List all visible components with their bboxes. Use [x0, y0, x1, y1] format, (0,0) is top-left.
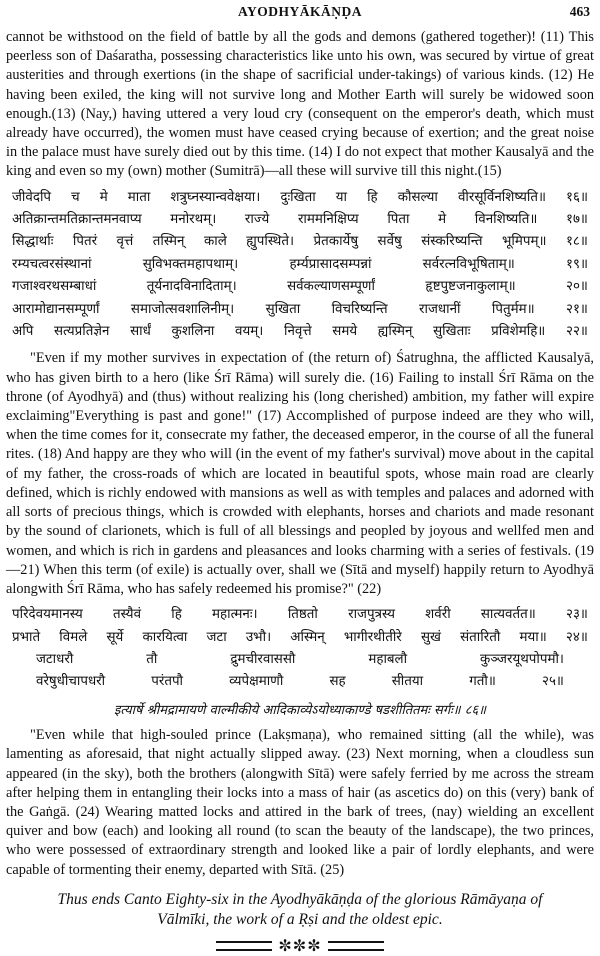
verse-word: मे	[99, 189, 108, 205]
verse-word: सात्यवर्तत॥	[480, 607, 536, 623]
verse-line	[6, 671, 594, 693]
verse-line	[6, 649, 594, 671]
verse-word: परिदेवयमानस्य	[12, 607, 83, 623]
sanskrit-verses-16-22	[6, 187, 594, 344]
verse-word: विमले	[59, 629, 88, 645]
verse-word: प्रेतकार्येषु	[313, 234, 359, 250]
closing-line-2: Vālmīki, the work of a Ṛṣi and the oldest epic.	[157, 910, 443, 928]
verse-word: सह	[329, 674, 346, 690]
verse-word: भागीरथीतीरे	[343, 629, 402, 645]
verse-word: हि	[367, 189, 378, 205]
colophon: इत्यार्षे श्रीमद्रामायणे वाल्मीकीये आदिकाव्येऽयोध्याकाण्डे षडशीतितमः सर्गः॥ ८६॥	[113, 702, 487, 718]
verse-word: सार्धं	[130, 324, 151, 340]
verse-word: या	[335, 189, 348, 205]
verse-word: २१॥	[565, 301, 588, 317]
verse-word: २०॥	[566, 279, 588, 295]
verse-word: संस्करिष्यन्ति	[421, 234, 483, 250]
verse-word: १८॥	[565, 234, 588, 250]
verse-word: तस्यैवं	[112, 607, 142, 623]
verse-word: मनोरथम्।	[170, 212, 217, 228]
verse-line	[6, 604, 594, 626]
verse-word: ह्यस्मिन्	[377, 324, 413, 340]
verse-word: सुविभक्तमहापथाम्।	[142, 256, 239, 272]
ornament-rule-right	[328, 941, 384, 951]
verse-word: माता	[127, 189, 151, 205]
verse-line	[6, 321, 594, 343]
end-ornament	[6, 936, 594, 956]
verse-word: वयम्।	[235, 324, 264, 340]
verse-word: समये	[332, 324, 358, 340]
verse-word: अपि	[12, 324, 34, 340]
verse-word: वरेषुधीचापधरौ	[36, 674, 106, 690]
paragraph-3: "Even while that high-souled prince (Lakṣmaṇa), who remained sitting (all the while), was lamenting as aforesaid, that night actually slipped away. (23) Next morning, when a cloudless sun appeared (in the sky), both the brothers (alongwith Sītā) were safely ferried by me across the stream after helping them in entangling their locks into a mass of hair (as ascetics do) on this (very) bank of the Gaṅgā. (24) Wearing matted locks and attired in the bark of trees, (nay) wielding an excellent quiver and bow (each) and looking all round (to scan the beauty of the landscape), the two princes, who were possessed of extraordinary strength and looked like a pair of lordly elephants, and were capable of tormenting their enemy, departed with Sītā. (25)	[6, 727, 594, 878]
verse-line	[6, 299, 594, 321]
verse-word: विनशिष्यति॥	[474, 212, 538, 228]
paragraph-2: "Even if my mother survives in expectation of (the return of) Śatrughna, the afflicted Kausalyā, who has given birth to a hero (like Śrī Rāma) will surely die. (16) Failing to install Śrī Rāma on the throne (of Ayodhyā) and (thus) without realizing his (long cherished) ambition, my father will expire exclaiming"Everything is past and gone!" (17) Accomplished of purpose indeed are they who will, when the time comes for it, consecrate my father, the deceased emperor, in the course of all the funeral rites. (18) And happy are they who will (in the event of my father's survival) move about in the capital of my father, the cross-roads of which are located in beautiful spots, whose main road are clearly defined, which is richly endowed with mansions as well as with temples and palaces and adorned with all sorts of precious things, which is crowded with elephants, horses and chariots and made resonant by the sound of clarionets, which is full of all blessings and peopled by joyous and wellfed men and women, and which is rich in gardens and pleasances and looks charming with a series of festivals. (19—21) When this term (of exile) is actually over, shall we (Sītā and myself) happily return to Ayodhyā alongwith Śrī Rāma, who has safely redeemed his promise?" (22)	[6, 350, 594, 597]
verse-word: उभौ।	[245, 629, 272, 645]
verse-word: ह्युपस्थिते।	[246, 234, 295, 250]
verse-word: कुञ्जरयूथपोपमौ।	[480, 651, 564, 667]
closing-line-1: Thus ends Canto Eighty-six in the Ayodhyākāṇḍa of the glorious Rāmāyaṇa of	[57, 890, 543, 908]
verse-word: तिष्ठतो	[287, 607, 318, 623]
verse-line	[6, 254, 594, 276]
verse-word: जीवेदपि	[12, 189, 52, 205]
verse-word: काले	[203, 234, 227, 250]
verse-word: प्रभाते	[12, 629, 41, 645]
verse-word: १६॥	[566, 189, 588, 205]
verse-word: परंतपौ	[151, 674, 184, 690]
verse-word: सुखिताः	[433, 324, 471, 340]
verse-word: मया॥	[519, 629, 547, 645]
verse-word: वीरसूर्विनशिष्यति॥	[457, 189, 546, 205]
verse-word: २२॥	[566, 324, 588, 340]
verse-word: २५॥	[542, 674, 564, 690]
verse-word: तूर्यनादविनादिताम्।	[146, 279, 237, 295]
page-header	[0, 4, 600, 24]
verse-word: शत्रुघ्नस्यान्ववेक्षया।	[170, 189, 261, 205]
verse-word: जटाधरौ	[36, 651, 74, 667]
verse-word: पिता	[387, 212, 410, 228]
verse-word: वृत्तं	[116, 234, 134, 250]
verse-word: १९॥	[566, 256, 588, 272]
verse-word: गजाश्वरथसम्बाधां	[12, 279, 97, 295]
verse-word: निवृत्ते	[284, 324, 312, 340]
verse-word: द्रुमचीरवाससौ	[230, 651, 296, 667]
verse-word: विचरिष्यन्ति	[331, 301, 388, 317]
verse-word: हर्म्यप्रासादसम्पन्नां	[289, 256, 372, 272]
verse-word: गतौ॥	[469, 674, 496, 690]
verse-word: सिद्धार्थाः	[12, 234, 54, 250]
verse-word: सत्यप्रतिज्ञेन	[53, 324, 110, 340]
verse-word: तौ	[146, 651, 158, 667]
paragraph-1: cannot be withstood on the field of battle by all the gods and demons (gathered together)! (11) This peerless son of Daśaratha, possessing characteristics like unto his own, was secured by virtue of great austerities and through exertions (in the shape of sacrificial under-takings) of various kinds. (12) He having been exiled, the king will not survive long and Mother Earth will surely be widowed soon enough.(13) (Nay,) having uttered a very loud cry (consequent on the emperor's death, which must already have occurred), the women must have ceased crying because of exertion; and the great noise in the palace must have surely died out by this time. (14) I do not expect that mother Kausalyā and the king and even so my (own) mother (Sumitrā)—all these will survive till this night.(15)	[6, 29, 594, 180]
verse-word: सूर्ये	[106, 629, 124, 645]
verse-word: सीतया	[391, 674, 424, 690]
verse-word: कौसल्या	[397, 189, 438, 205]
verse-word: राजपुत्रस्य	[348, 607, 395, 623]
verse-line	[6, 276, 594, 298]
verse-word: प्रविशेमहि॥	[491, 324, 546, 340]
verse-word: समाजोत्सवशालिनीम्।	[130, 301, 235, 317]
verse-word: जटा	[206, 629, 227, 645]
verse-line	[6, 187, 594, 209]
verse-word: महात्मनः।	[212, 607, 258, 623]
verse-word: रम्यचत्वरसंस्थानां	[12, 256, 92, 272]
verse-word: महाबलौ	[368, 651, 408, 667]
verse-word: शर्वरी	[425, 607, 451, 623]
sanskrit-verses-23-25	[6, 604, 594, 694]
verse-word: राज्ये	[244, 212, 270, 228]
verse-word: अस्मिन्	[290, 629, 325, 645]
verse-word: १७॥	[566, 212, 588, 228]
verse-word: सर्वरत्नविभूषिताम्॥	[422, 256, 515, 272]
verse-word: कुशलिना	[171, 324, 215, 340]
verse-word: सर्वेषु	[377, 234, 402, 250]
page-number: 463	[569, 4, 590, 19]
running-title: AYODHYĀKĀṆḌA	[237, 4, 362, 19]
verse-word: भूमिपम्॥	[501, 234, 547, 250]
page-body	[6, 28, 594, 956]
verse-word: सुखिता	[265, 301, 301, 317]
verse-word: च	[71, 189, 80, 205]
verse-word: पितरं	[72, 234, 98, 250]
verse-word: हृष्टपुष्टजनाकुलाम्॥	[425, 279, 516, 295]
verse-word: व्यपेक्षमाणौ	[229, 674, 284, 690]
verse-word: तस्मिन्	[152, 234, 185, 250]
verse-word: दुःखिता	[280, 189, 316, 205]
verse-word: पितुर्मम॥	[491, 301, 535, 317]
verse-word: २४॥	[565, 629, 588, 645]
verse-word: आरामोद्यानसम्पूर्णां	[12, 301, 100, 317]
verse-word: संतारितौ	[460, 629, 501, 645]
closing-note	[6, 890, 594, 930]
verse-word: सर्वकल्याणसम्पूर्णां	[287, 279, 375, 295]
verse-word: सुखं	[420, 629, 441, 645]
verse-line	[6, 627, 594, 649]
ornament-stars-icon: ✼✼✼	[278, 937, 322, 955]
verse-word: हि	[171, 607, 182, 623]
ornament-rule-left	[216, 941, 272, 951]
verse-word: अतिक्रान्तमतिक्रान्तमनवाप्य	[12, 212, 142, 228]
verse-word: मे	[438, 212, 447, 228]
verse-line	[6, 209, 594, 231]
verse-line	[6, 231, 594, 253]
verse-word: २३॥	[565, 607, 588, 623]
verse-word: कारयित्वा	[142, 629, 188, 645]
verse-word: राजधानीं	[419, 301, 461, 317]
verse-word: राममनिक्षिप्य	[297, 212, 359, 228]
